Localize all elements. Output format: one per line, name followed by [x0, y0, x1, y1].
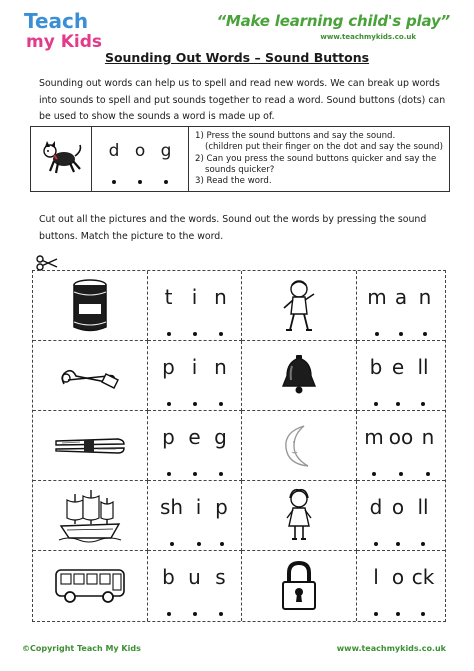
- sound-button[interactable]: [127, 169, 153, 188]
- sound-button[interactable]: [389, 321, 413, 340]
- sound-button[interactable]: [387, 601, 409, 620]
- sound-button[interactable]: [387, 531, 409, 550]
- sound-button[interactable]: [365, 321, 389, 340]
- intro-paragraph: Sounding out words can help us to spell and read new words. We can break up words into sounds to spell and put sounds together to read a word. Sound buttons (dots) can be used to show the sounds a word is made up of.: [39, 78, 446, 122]
- lock-picture: [279, 560, 319, 612]
- sound-button[interactable]: [208, 601, 234, 620]
- word-letter: s: [215, 565, 226, 589]
- word-card[interactable]: [357, 341, 445, 411]
- example-steps: [189, 127, 449, 191]
- footer-website[interactable]: www.teachmykids.co.uk: [336, 644, 446, 653]
- page-title: Sounding Out Words – Sound Buttons: [104, 50, 370, 65]
- teach-my-kids-logo: [22, 8, 118, 52]
- sound-button[interactable]: [208, 461, 234, 480]
- word-letter: ll: [417, 355, 429, 379]
- picture-card[interactable]: [242, 341, 357, 411]
- example-letter: o: [134, 141, 146, 161]
- word-letter: p: [215, 495, 228, 519]
- sound-button[interactable]: [188, 531, 210, 550]
- word-card[interactable]: [148, 481, 242, 551]
- word-letter: p: [162, 355, 175, 379]
- sound-button[interactable]: [413, 321, 437, 340]
- example-word-cell: [92, 127, 189, 191]
- word-letter: o: [391, 495, 405, 519]
- man-picture: [280, 278, 318, 334]
- scissors-icon: [36, 255, 58, 271]
- picture-card[interactable]: [33, 551, 148, 621]
- word-letter: m: [364, 425, 384, 449]
- picture-card[interactable]: [242, 411, 357, 481]
- sound-button[interactable]: [156, 461, 182, 480]
- picture-card[interactable]: [242, 551, 357, 621]
- sound-button[interactable]: [156, 321, 182, 340]
- word-letter: a: [394, 285, 408, 309]
- word-letter: oo: [388, 425, 414, 449]
- sound-button[interactable]: [182, 321, 208, 340]
- word-letter: e: [391, 355, 405, 379]
- instructions-paragraph: Cut out all the pictures and the words. Sound out the words by pressing the sound buttons. Match the picture to the word.: [39, 214, 427, 242]
- logo-line2: my Kids: [26, 32, 103, 52]
- sound-button[interactable]: [365, 531, 387, 550]
- word-letter: ll: [417, 495, 429, 519]
- tin-can-picture: [70, 278, 110, 334]
- word-letter: i: [191, 355, 198, 379]
- sound-button[interactable]: [409, 531, 437, 550]
- word-letter: n: [214, 285, 227, 309]
- logo-line1: Teach: [24, 9, 89, 33]
- sound-button[interactable]: [409, 601, 437, 620]
- word-card[interactable]: [357, 271, 445, 341]
- doll-picture: [284, 488, 314, 544]
- sound-button[interactable]: [409, 391, 437, 410]
- picture-card[interactable]: [242, 481, 357, 551]
- word-letter: t: [164, 285, 173, 309]
- header-website: www.teachmykids.co.uk: [320, 33, 416, 41]
- word-letter: g: [214, 425, 227, 449]
- word-card[interactable]: [357, 481, 445, 551]
- sound-button[interactable]: [208, 391, 234, 410]
- step-line: sounds quicker?: [204, 164, 275, 175]
- picture-card[interactable]: [33, 341, 148, 411]
- word-letter: u: [188, 565, 201, 589]
- example-box: [30, 126, 450, 192]
- sound-button[interactable]: [363, 461, 385, 480]
- word-card[interactable]: [357, 551, 445, 621]
- dog-picture: [40, 139, 86, 179]
- word-card[interactable]: [148, 411, 242, 481]
- word-letter: p: [162, 425, 175, 449]
- sound-button[interactable]: [387, 391, 409, 410]
- word-letter: i: [191, 285, 198, 309]
- sound-button[interactable]: [385, 461, 417, 480]
- picture-card[interactable]: [33, 411, 148, 481]
- sound-button[interactable]: [182, 461, 208, 480]
- sound-button[interactable]: [365, 391, 387, 410]
- word-card[interactable]: [148, 271, 242, 341]
- step-line: 2) Can you press the sound buttons quicker and say the: [194, 153, 437, 164]
- picture-card[interactable]: [33, 481, 148, 551]
- sound-button[interactable]: [208, 321, 234, 340]
- word-letter: n: [418, 285, 432, 309]
- word-letter: b: [369, 355, 383, 379]
- step-line: (children put their finger on the dot and say the sound): [204, 142, 443, 153]
- sound-button[interactable]: [156, 391, 182, 410]
- clothes-peg-picture: [52, 431, 128, 461]
- example-letter: g: [160, 141, 172, 161]
- word-letter: n: [214, 355, 227, 379]
- word-letter: e: [188, 425, 201, 449]
- sound-button[interactable]: [101, 169, 127, 188]
- cutout-grid: [32, 270, 446, 622]
- word-letter: o: [391, 565, 405, 589]
- word-card[interactable]: [357, 411, 445, 481]
- word-letter: sh: [159, 495, 184, 519]
- bell-picture: [277, 354, 321, 398]
- word-letter: d: [369, 495, 383, 519]
- sound-button[interactable]: [182, 391, 208, 410]
- tagline: “Make learning child's play”: [216, 12, 450, 30]
- word-letter: m: [367, 285, 387, 309]
- word-letter: n: [421, 425, 435, 449]
- moon-picture: [278, 422, 320, 470]
- example-picture-cell: [31, 127, 92, 191]
- footer-copyright: ©Copyright Teach My Kids: [22, 644, 141, 653]
- sound-button[interactable]: [156, 531, 188, 550]
- word-card[interactable]: [148, 341, 242, 411]
- sound-button[interactable]: [365, 601, 387, 620]
- sound-button[interactable]: [417, 461, 439, 480]
- word-letter: ck: [411, 565, 435, 589]
- step-line: 3) Read the word.: [194, 176, 272, 187]
- word-letter: i: [195, 495, 202, 519]
- word-letter: b: [162, 565, 175, 589]
- ship-picture: [55, 488, 125, 544]
- sound-button[interactable]: [210, 531, 234, 550]
- sound-button[interactable]: [153, 169, 179, 188]
- bus-picture: [52, 566, 128, 606]
- sound-button[interactable]: [182, 601, 208, 620]
- picture-card[interactable]: [33, 271, 148, 341]
- example-letter: d: [108, 141, 120, 161]
- word-card[interactable]: [148, 551, 242, 621]
- safety-pin-picture: [58, 354, 122, 398]
- sound-button[interactable]: [156, 601, 182, 620]
- word-letter: l: [373, 565, 379, 589]
- step-line: 1) Press the sound buttons and say the sound.: [194, 131, 396, 141]
- picture-card[interactable]: [242, 271, 357, 341]
